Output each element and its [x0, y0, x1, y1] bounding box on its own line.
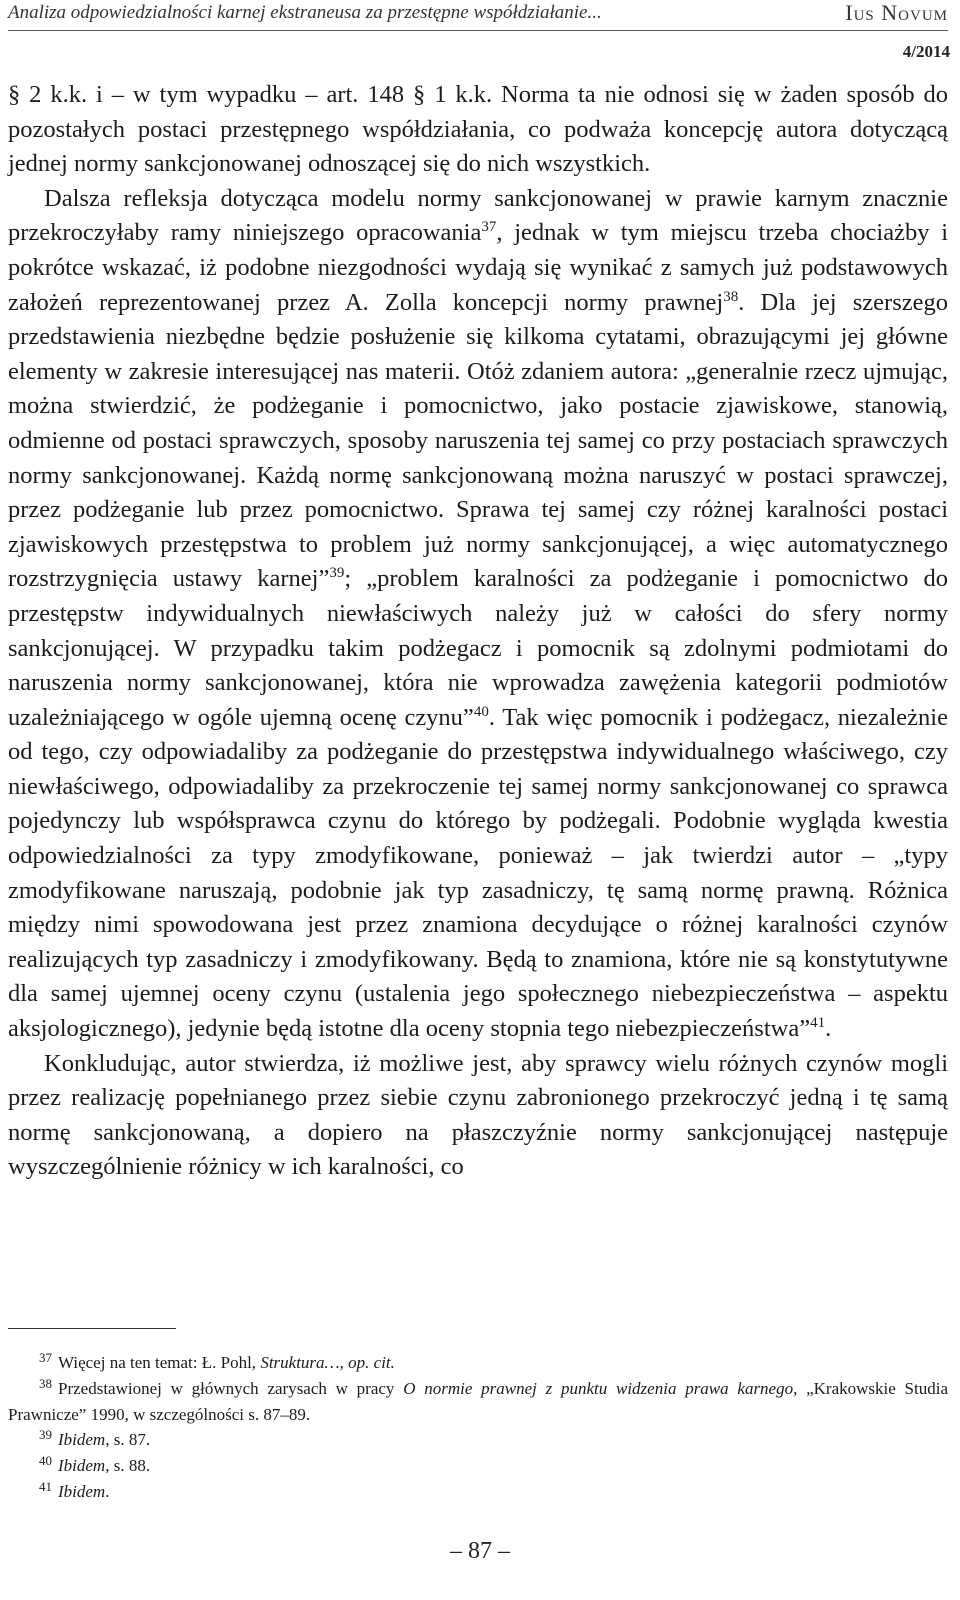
- footnote-text: Przedstawionej w głównych zarysach w pracy: [58, 1378, 404, 1398]
- footnote-italic: op. cit.: [348, 1353, 395, 1372]
- footnote-italic: Struktura…: [260, 1353, 340, 1372]
- footnote-number: 40: [39, 1453, 52, 1469]
- running-title: Analiza odpowiedzialności karnej ekstraneusa za przestępne współdziałanie...: [8, 2, 602, 23]
- footnote-37: [8, 1350, 948, 1376]
- footnote-ref-37[interactable]: 37: [481, 219, 497, 236]
- footnote-text: , „Krakowskie Studia Prawnicze” 1990, w szczególności s. 87–89.: [8, 1378, 948, 1424]
- paragraph-2-part-c: . Dla jej szerszego przedstawienia niezbędne będzie posłużenie się kilkoma cytatami, obrazującymi jej główne elementy w zakresie interesującej nas materii. Otóż zdaniem autora: „generalnie rzecz ujmując, można stwierdzić, że podżeganie i pomocnictwo, jako postacie zjawiskowe, stanowią, odmienne od postaci sprawczych, sposoby naruszenia tej samej co przy postaciach sprawczych normy sankcjonowanej. Każdą normę sankcjonowaną można naruszyć w postaci sprawczej, przez podżeganie lub przez pomocnictwo. Sprawa tej samej czy różnej karalności postaci zjawiskowych przestępstwa to problem już normy sankcjonującej, a więc automatycznego rozstrzygnięcia ustawy karnej”: [8, 288, 948, 593]
- footnote-39: [8, 1427, 948, 1453]
- footnote-text: .: [105, 1481, 110, 1501]
- page-number: – 87 –: [450, 1538, 510, 1564]
- footnote-italic: Ibidem: [58, 1481, 106, 1501]
- footnote-italic: Ibidem: [58, 1456, 106, 1476]
- footnote-ref-39[interactable]: 39: [329, 565, 345, 582]
- footnote-number: 37: [39, 1350, 52, 1365]
- body-text: [8, 78, 948, 1185]
- footnote-text: ,: [339, 1353, 349, 1372]
- paragraph-2-part-a: Dalsza refleksja dotycząca modelu normy sankcjonowanej w prawie karnym znacznie przekroczyłaby ramy niniejszego opracowania: [8, 184, 948, 247]
- footnote-text: Więcej na ten temat: Ł. Pohl,: [58, 1353, 261, 1372]
- paragraph-2-part-e: . Tak więc pomocnik i podżegacz, niezależnie od tego, czy odpowiadaliby za podżeganie do przestępstwa indywidualnego właściwego, czy niewłaściwego, odpowiadaliby za przekroczenie tej samej normy sankcjonowanej co sprawca pojedynczy lub współsprawca czynu do którego by podżegali. Podobnie wygląda kwestia odpowiedzialności za typy zmodyfikowane, ponieważ – jak twierdzi autor – „typy zmodyfikowane naruszają, podobnie jak typ zasadniczy, tę samą normę prawną. Różnica między nimi spowodowana jest przez znamiona decydujące o różnej karalności czynów realizujących typ zasadniczy i zmodyfikowany. Będą to znamiona, które nie są konstytutywne dla samej ujemnej oceny czynu (ustalenia jego społecznego niebezpieczeństwa – aspektu aksjologicznego), jedynie będą istotne dla oceny stopnia tego niebezpieczeństwa”: [8, 703, 948, 1043]
- paragraph-2-part-f: .: [825, 1015, 832, 1043]
- journal-name: Ius Novum: [845, 0, 948, 25]
- footnote-text: , s. 87.: [105, 1430, 151, 1450]
- footnote-text: , s. 88.: [105, 1456, 151, 1476]
- paragraph-3: Konkludując, autor stwierdza, iż możliwe jest, aby sprawcy wielu różnych czynów mogli przez realizację popełnianego przez siebie czynu zabronionego przekroczyć jedną i tę samą normę sankcjonowaną, a dopiero na płaszczyźnie normy sankcjonującej następuje wyszczególnienie różnicy w ich karalności, co: [8, 1049, 948, 1181]
- footnote-40: [8, 1453, 948, 1479]
- footnote-41: [8, 1479, 948, 1505]
- footnote-number: 38: [39, 1375, 52, 1391]
- paragraph-1: § 2 k.k. i – w tym wypadku – art. 148 § 1 k.k. Norma ta nie odnosi się w żaden sposób do pozostałych postaci przestępnego współdziałania, co podważa koncepcję autora dotyczącą jednej normy sankcjonowanej odnoszącej się do nich wszystkich.: [8, 81, 948, 178]
- footnote-ref-40[interactable]: 40: [473, 703, 489, 720]
- issue-number: 4/2014: [902, 42, 950, 61]
- footnote-ref-41[interactable]: 41: [810, 1015, 826, 1032]
- footnote-number: 39: [39, 1427, 52, 1443]
- paragraph-2-part-b: , jednak w tym miejscu trzeba chociażby i pokrótce wskazać, iż podobne niezgodności wydają się wynikać z samych już podstawowych założeń reprezentowanej przez A. Zolla koncepcji normy prawnej: [8, 219, 949, 316]
- footnote-number: 41: [39, 1478, 52, 1494]
- footnotes: [8, 1350, 948, 1505]
- footnote-ref-38[interactable]: 38: [723, 288, 739, 305]
- footnote-38: [8, 1376, 948, 1428]
- running-header: [8, 0, 948, 31]
- footnote-italic: O normie prawnej z punktu widzenia prawa karnego: [403, 1378, 794, 1398]
- footnote-separator: [8, 1328, 176, 1329]
- footnote-italic: Ibidem: [58, 1430, 106, 1450]
- paragraph-2: [8, 182, 948, 1047]
- paragraph-2-part-d: ; „problem karalności za podżeganie i pomocnictwo do przestępstw indywidualnych niewłaściwych należy już w całości do sfery normy sankcjonującej. W przypadku takim podżegacz i pomocnik są zdolnymi podmiotami do naruszenia normy sankcjonowanej, która nie wprowadza zawężenia kategorii podmiotów uzależniającego w ogóle ujemną ocenę czynu”: [8, 565, 948, 731]
